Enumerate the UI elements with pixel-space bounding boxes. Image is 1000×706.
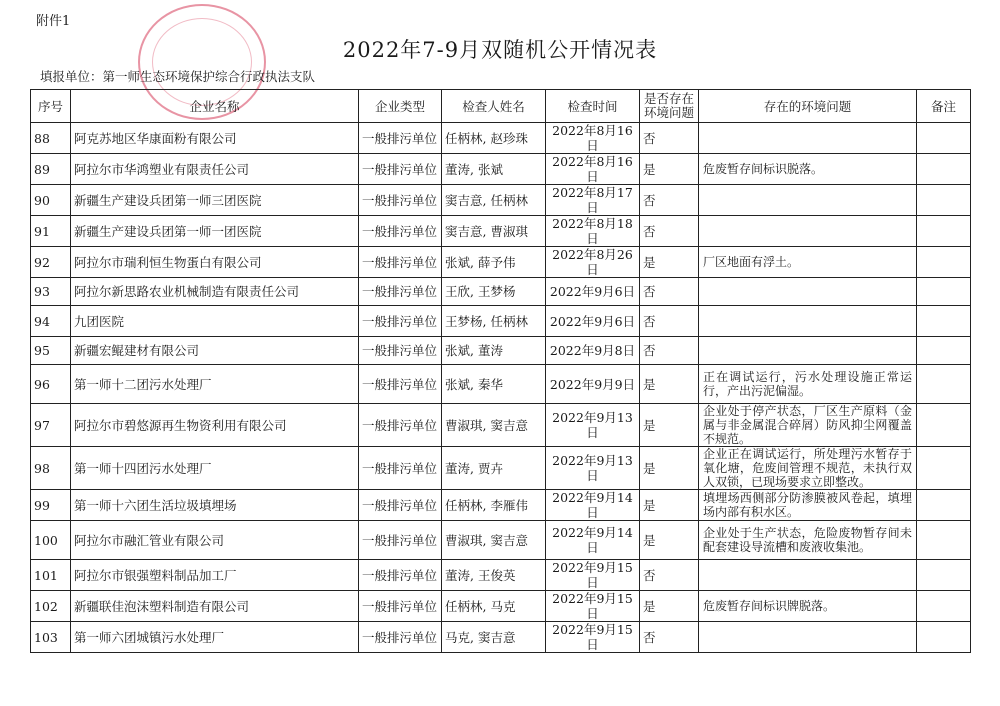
inspection-table bbox=[30, 89, 971, 653]
attachment-label: 附件1 bbox=[36, 14, 71, 29]
row-issues bbox=[699, 306, 917, 337]
header-type: 企业类型 bbox=[359, 90, 442, 123]
row-note bbox=[917, 123, 971, 154]
row-issues: 厂区地面有浮土。 bbox=[699, 247, 917, 278]
row-issues: 危废暂存间标识脱落。 bbox=[699, 154, 917, 185]
row-no: 98 bbox=[31, 447, 71, 490]
table-row bbox=[31, 447, 971, 490]
row-date: 2022年9月14日 bbox=[546, 521, 640, 560]
row-type: 一般排污单位 bbox=[359, 154, 442, 185]
row-date: 2022年8月26日 bbox=[546, 247, 640, 278]
table-row bbox=[31, 154, 971, 185]
row-no: 103 bbox=[31, 622, 71, 653]
row-inspectors: 张斌, 秦华 bbox=[442, 365, 546, 404]
row-company: 新疆联佳泡沫塑料制造有限公司 bbox=[71, 591, 359, 622]
row-note bbox=[917, 337, 971, 365]
table-row bbox=[31, 247, 971, 278]
row-company: 阿拉尔市融汇管业有限公司 bbox=[71, 521, 359, 560]
row-has-issue: 是 bbox=[640, 447, 699, 490]
row-inspectors: 董涛, 张斌 bbox=[442, 154, 546, 185]
row-company: 第一师十四团污水处理厂 bbox=[71, 447, 359, 490]
row-date: 2022年9月15日 bbox=[546, 560, 640, 591]
row-note bbox=[917, 404, 971, 447]
row-issues: 正在调试运行，污水处理设施正常运行，产出污泥偏湿。 bbox=[699, 365, 917, 404]
row-has-issue: 否 bbox=[640, 622, 699, 653]
table-row bbox=[31, 521, 971, 560]
row-no: 93 bbox=[31, 278, 71, 306]
table-row bbox=[31, 591, 971, 622]
row-type: 一般排污单位 bbox=[359, 490, 442, 521]
row-has-issue: 否 bbox=[640, 216, 699, 247]
row-has-issue: 否 bbox=[640, 337, 699, 365]
row-has-issue: 是 bbox=[640, 154, 699, 185]
row-type: 一般排污单位 bbox=[359, 123, 442, 154]
row-has-issue: 否 bbox=[640, 306, 699, 337]
row-no: 92 bbox=[31, 247, 71, 278]
header-row bbox=[31, 90, 971, 123]
row-has-issue: 是 bbox=[640, 247, 699, 278]
row-no: 96 bbox=[31, 365, 71, 404]
table-row bbox=[31, 306, 971, 337]
row-no: 88 bbox=[31, 123, 71, 154]
header-company: 企业名称 bbox=[71, 90, 359, 123]
row-no: 99 bbox=[31, 490, 71, 521]
row-company: 阿拉尔市瑞利恒生物蛋白有限公司 bbox=[71, 247, 359, 278]
row-no: 101 bbox=[31, 560, 71, 591]
row-has-issue: 否 bbox=[640, 278, 699, 306]
row-company: 阿拉尔市碧悠源再生物资利用有限公司 bbox=[71, 404, 359, 447]
row-type: 一般排污单位 bbox=[359, 216, 442, 247]
row-type: 一般排污单位 bbox=[359, 591, 442, 622]
row-no: 95 bbox=[31, 337, 71, 365]
row-date: 2022年9月15日 bbox=[546, 591, 640, 622]
table-row bbox=[31, 185, 971, 216]
table-row bbox=[31, 216, 971, 247]
row-date: 2022年9月9日 bbox=[546, 365, 640, 404]
row-note bbox=[917, 216, 971, 247]
header-issues: 存在的环境问题 bbox=[699, 90, 917, 123]
header-note: 备注 bbox=[917, 90, 971, 123]
row-issues bbox=[699, 278, 917, 306]
row-has-issue: 是 bbox=[640, 490, 699, 521]
reporting-unit: 填报单位：第一师生态环境保护综合行政执法支队 bbox=[40, 69, 316, 84]
row-no: 102 bbox=[31, 591, 71, 622]
row-no: 91 bbox=[31, 216, 71, 247]
row-date: 2022年9月8日 bbox=[546, 337, 640, 365]
row-company: 第一师十二团污水处理厂 bbox=[71, 365, 359, 404]
row-note bbox=[917, 278, 971, 306]
row-company: 阿拉尔市银强塑料制品加工厂 bbox=[71, 560, 359, 591]
row-type: 一般排污单位 bbox=[359, 521, 442, 560]
row-date: 2022年9月15日 bbox=[546, 622, 640, 653]
table-row bbox=[31, 404, 971, 447]
row-no: 90 bbox=[31, 185, 71, 216]
row-note bbox=[917, 365, 971, 404]
row-has-issue: 是 bbox=[640, 591, 699, 622]
row-has-issue: 是 bbox=[640, 521, 699, 560]
row-has-issue: 是 bbox=[640, 365, 699, 404]
row-company: 第一师十六团生活垃圾填埋场 bbox=[71, 490, 359, 521]
row-inspectors: 曹淑琪, 窦吉意 bbox=[442, 404, 546, 447]
row-date: 2022年9月13日 bbox=[546, 404, 640, 447]
table-row bbox=[31, 622, 971, 653]
row-inspectors: 张斌, 薛予伟 bbox=[442, 247, 546, 278]
row-company: 阿拉尔市华鸿塑业有限责任公司 bbox=[71, 154, 359, 185]
table-row bbox=[31, 560, 971, 591]
row-company: 新疆生产建设兵团第一师三团医院 bbox=[71, 185, 359, 216]
row-type: 一般排污单位 bbox=[359, 306, 442, 337]
row-inspectors: 窦吉意, 曹淑琪 bbox=[442, 216, 546, 247]
row-no: 100 bbox=[31, 521, 71, 560]
row-company: 新疆宏鲲建材有限公司 bbox=[71, 337, 359, 365]
table-row bbox=[31, 365, 971, 404]
row-note bbox=[917, 622, 971, 653]
row-issues bbox=[699, 216, 917, 247]
row-date: 2022年9月14日 bbox=[546, 490, 640, 521]
row-company: 阿拉尔新思路农业机械制造有限责任公司 bbox=[71, 278, 359, 306]
row-note bbox=[917, 560, 971, 591]
row-note bbox=[917, 306, 971, 337]
row-has-issue: 否 bbox=[640, 560, 699, 591]
row-type: 一般排污单位 bbox=[359, 447, 442, 490]
row-inspectors: 窦吉意, 任柄林 bbox=[442, 185, 546, 216]
row-inspectors: 任柄林, 赵珍珠 bbox=[442, 123, 546, 154]
row-inspectors: 任柄林, 马克 bbox=[442, 591, 546, 622]
row-date: 2022年8月18日 bbox=[546, 216, 640, 247]
row-note bbox=[917, 591, 971, 622]
row-inspectors: 曹淑琪, 窦吉意 bbox=[442, 521, 546, 560]
row-note bbox=[917, 247, 971, 278]
row-type: 一般排污单位 bbox=[359, 247, 442, 278]
row-company: 第一师六团城镇污水处理厂 bbox=[71, 622, 359, 653]
row-type: 一般排污单位 bbox=[359, 622, 442, 653]
row-date: 2022年8月16日 bbox=[546, 123, 640, 154]
row-has-issue: 否 bbox=[640, 185, 699, 216]
row-type: 一般排污单位 bbox=[359, 404, 442, 447]
page-title: 2022年7-9月双随机公开情况表 bbox=[342, 38, 658, 62]
row-company: 阿克苏地区华康面粉有限公司 bbox=[71, 123, 359, 154]
row-issues bbox=[699, 123, 917, 154]
row-issues: 危废暂存间标识牌脱落。 bbox=[699, 591, 917, 622]
row-issues bbox=[699, 560, 917, 591]
row-note bbox=[917, 490, 971, 521]
row-date: 2022年8月16日 bbox=[546, 154, 640, 185]
row-company: 九团医院 bbox=[71, 306, 359, 337]
row-has-issue: 是 bbox=[640, 404, 699, 447]
row-type: 一般排污单位 bbox=[359, 278, 442, 306]
row-date: 2022年8月17日 bbox=[546, 185, 640, 216]
row-has-issue: 否 bbox=[640, 123, 699, 154]
row-inspectors: 张斌, 董涛 bbox=[442, 337, 546, 365]
row-inspectors: 王欣, 王梦杨 bbox=[442, 278, 546, 306]
row-date: 2022年9月13日 bbox=[546, 447, 640, 490]
row-issues: 填埋场西侧部分防渗膜被风卷起，填埋场内部有积水区。 bbox=[699, 490, 917, 521]
row-issues bbox=[699, 337, 917, 365]
row-note bbox=[917, 154, 971, 185]
table-row bbox=[31, 337, 971, 365]
row-no: 89 bbox=[31, 154, 71, 185]
header-no: 序号 bbox=[31, 90, 71, 123]
row-no: 97 bbox=[31, 404, 71, 447]
header-date: 检查时间 bbox=[546, 90, 640, 123]
row-note bbox=[917, 447, 971, 490]
row-issues: 企业正在调试运行，所处理污水暂存于氧化塘，危废间管理不规范，未执行双人双锁，已现场要求立即整改。 bbox=[699, 447, 917, 490]
row-inspectors: 董涛, 王俊英 bbox=[442, 560, 546, 591]
row-inspectors: 王梦杨, 任柄林 bbox=[442, 306, 546, 337]
row-company: 新疆生产建设兵团第一师一团医院 bbox=[71, 216, 359, 247]
row-type: 一般排污单位 bbox=[359, 560, 442, 591]
row-note bbox=[917, 521, 971, 560]
header-inspectors: 检查人姓名 bbox=[442, 90, 546, 123]
row-type: 一般排污单位 bbox=[359, 365, 442, 404]
row-date: 2022年9月6日 bbox=[546, 278, 640, 306]
row-issues bbox=[699, 185, 917, 216]
row-date: 2022年9月6日 bbox=[546, 306, 640, 337]
header-has-issue: 是否存在环境问题 bbox=[640, 90, 699, 123]
row-inspectors: 马克, 窦吉意 bbox=[442, 622, 546, 653]
row-issues: 企业处于停产状态，厂区生产原料（金属与非金属混合碎屑）防风抑尘网覆盖不规范。 bbox=[699, 404, 917, 447]
row-issues bbox=[699, 622, 917, 653]
row-type: 一般排污单位 bbox=[359, 185, 442, 216]
row-type: 一般排污单位 bbox=[359, 337, 442, 365]
table-row bbox=[31, 278, 971, 306]
table-row bbox=[31, 490, 971, 521]
table-row bbox=[31, 123, 971, 154]
row-note bbox=[917, 185, 971, 216]
row-no: 94 bbox=[31, 306, 71, 337]
row-inspectors: 董涛, 贾卉 bbox=[442, 447, 546, 490]
row-inspectors: 任柄林, 李雁伟 bbox=[442, 490, 546, 521]
row-issues: 企业处于生产状态，危险废物暂存间未配套建设导流槽和废液收集池。 bbox=[699, 521, 917, 560]
